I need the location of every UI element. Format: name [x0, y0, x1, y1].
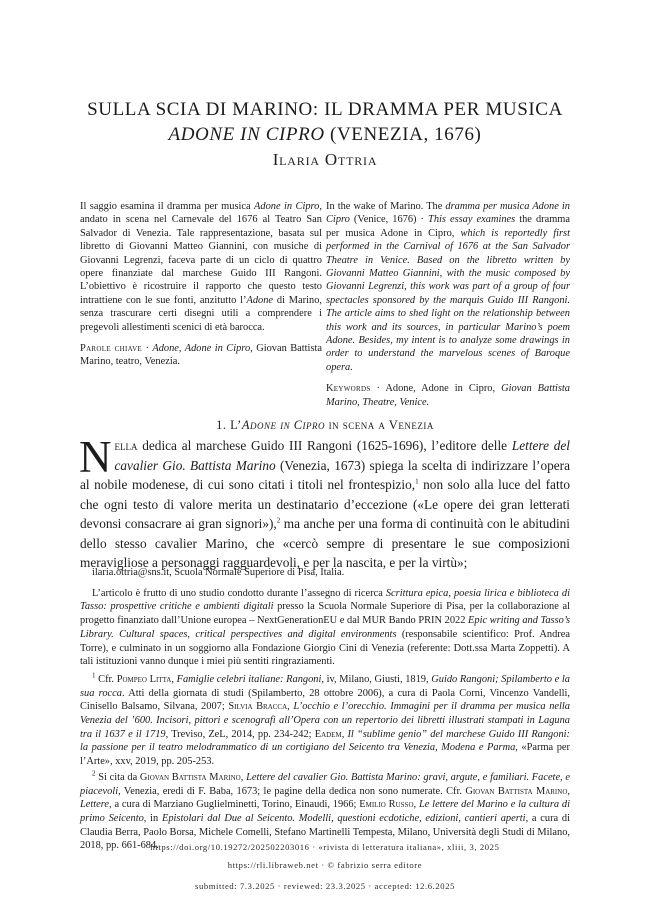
fn2-d: Lettere del cavalier Gio. Battista Marino: gravi, argute, e familiari. Facete, e piacevoli [80, 771, 570, 797]
footer-website-line[interactable]: https://rli.libraweb.net · © fabrizio serra editore [227, 860, 423, 870]
abs-it-t3: , andato in scena nel Carnevale del 1676 al Teatro San Salvador di Venezia. Tale rappresentazione, basata sul libretto di Giovanni Matteo Giannini, con musiche di Giovanni Legrenzi, faceva parte di un ciclo di quattro opere finanziate dal marchese Guido III Rangoni. L’obiettivo è ricostruire il rapporto che questo testo intrattiene con le sue fonti, anzitutto l’ [80, 201, 322, 306]
abs-it-t2: Adone in Cipro [254, 201, 320, 212]
abs-en-t7: which is reportedly first performed in the Carnival of 1676 at the San Salvador Theatre in Venice. Based on the libretto written by Giovanni Matteo Giannini, with the music composed by Giovanni Legrenzi, this work was part of a group of four spectacles sponsored by the marquis Guido III Rangoni. The article aims to shed light on the relationship between this work and its sources, in particular Marino’s poem Adone. Besides, my intent is to analyze some drawings in order to understand the marvelous scenes of Baroque opera. [326, 227, 570, 373]
fn1-num: 1 [92, 671, 96, 680]
abstract-en-text [326, 200, 570, 374]
body-i1: Lettere del cavalier Gio. Battista Marino [114, 438, 570, 473]
fn1-l: Eadem [314, 728, 342, 740]
title-line-2 [40, 122, 610, 147]
body-t4: ma anche per una forma di continuità con le abitudini dello stesso cavalier Marino, che «cercò sempre di presentare le sue composizioni meravigliose a personaggi ragguardevoli, e per la nascita, e per la virtù»; [80, 516, 571, 570]
article-title [40, 97, 610, 147]
kw-it-label: Parole chiave [80, 343, 142, 355]
kw-en-2: Giovan Battista Marino, Theatre, Venice. [326, 383, 570, 408]
section-number: 1. L’ [216, 418, 242, 432]
keywords-it [80, 342, 322, 369]
abstract-it-text [80, 200, 322, 334]
abs-en-t2: dramma per musica [445, 201, 530, 212]
kw-it-2: , Giovan Battista Marino, teatro, Venezia. [80, 343, 322, 368]
fn2-o: , a cura di Claudia Berra, Paolo Borsa, Michele Comelli, Stefano Martinelli Tempesta, Milano, Università degli Studi di Milano, 2018, pp. 661-684. [80, 812, 570, 852]
body-t2: (Venezia, 1673) spiega la scelta di indirizzare l’opera al nobile modenese, di cui sono citati i titoli nel frontespizio, [80, 457, 570, 492]
fn2-k: , [413, 799, 419, 811]
title-italic: ADONE IN CIPRO [168, 124, 325, 145]
body-t1: dedica al marchese Guido III Rangoni (1625-1696), l’editore delle [137, 438, 512, 453]
fn1-j: L’occhio e l’orecchio. Immagini per il dramma per musica nella Venezia del ’600. Incisori, pittori e scenografi all’Opera con un repertorio dei libretti illustrati stampati in Laguna tra il 1637 e il 1719 [80, 701, 570, 740]
fn2-a: Si cita da [95, 771, 140, 783]
section-heading [40, 418, 610, 433]
note-c: presso la Scuola Normale Superiore di Pisa, per la collaborazione al progetto finanziato dall’Unione europea – NextGenerationEU e dal MUR Bando PRIN 2022 [80, 601, 570, 627]
abs-it-t4: Adone [246, 294, 274, 306]
fn2-g: , [567, 785, 570, 797]
body-t3: non solo alla luce del fatto che ogni testo di valore merita un destinatario d’eccezione («Le opere dei gran letterati devonsi consacrare ai gran signori»), [80, 477, 571, 531]
fn1-m: , [341, 728, 348, 740]
note-d: Epic writing and Tasso’s Library. Cultural spaces, critical perspectives and digital environments [80, 615, 570, 640]
author-affiliation: ilaria.ottria@sns.it, Scuola Normale Superiore di Pisa, Italia. [92, 567, 345, 578]
fn2-h: Lettere [80, 799, 110, 811]
fn1-g: . Atti della giornata di studi (Spilamberto, 28 ottobre 2006), a cura di Paola Corni, Vincenzo Vandelli, Cinisello Balsamo, Silvana, 2007; [80, 687, 570, 713]
fn2-num: 2 [92, 769, 96, 778]
abs-en-t4: (Venice, 1676) · [349, 214, 429, 226]
fn1-f: Guido Rangoni; Spilamberto e la sua rocca [80, 673, 571, 699]
fn1-n: Il “sublime genio” del marchese Guido III Rangoni: la passione per il teatro melodrammatico di un cortigiano del Seicento tra Venezia, Modena e Parma [80, 728, 570, 754]
fn1-i: , [287, 701, 294, 713]
footnote-2 [80, 771, 570, 853]
fn1-e: , iv, Milano, Giusti, 1819, [321, 673, 432, 685]
fn2-m: , in [143, 812, 162, 824]
abs-en-t3: Adone in Cipro [326, 201, 571, 226]
footer-dates-line: submitted: 7.3.2025 · reviewed: 23.3.2025 · accepted: 12.6.2025 [195, 881, 455, 891]
abstract-italian [80, 200, 322, 369]
fn2-b: Giovan Battista Marino [139, 771, 241, 783]
fn1-a: Cfr. [95, 673, 117, 685]
footnote-ref-1[interactable]: 1 [415, 477, 419, 486]
footer-doi-line[interactable]: https://doi.org/10.19272/202502203016 · «rivista di letteratura italiana», xliii, 3, 2025 [150, 842, 500, 852]
fn2-c: , [240, 771, 247, 783]
abs-en-t5: This essay examines [428, 214, 516, 226]
kw-en-1: Adone, Adone in Cipro, [385, 383, 502, 395]
abs-en-t1: In the wake of Marino. The [326, 201, 446, 212]
abs-it-t5: di Marino, senza trascurare certi disegni utili a comprendere i pregevoli allestimenti scenici di età barocca. [80, 294, 322, 333]
kw-en-label: Keywords [326, 383, 371, 395]
fn2-j: Emilio Russo [359, 799, 414, 811]
fn2-n: Epistolari dal Due al Seicento. Modelli, questioni ecdotiche, edizioni, cantieri aperti [161, 812, 526, 824]
drop-cap: N [79, 432, 112, 482]
footnote-1 [80, 673, 570, 769]
note-b: Scrittura epica, poesia lirica e biblioteca di Tasso: prospettive critiche e ambienti digitali [80, 587, 570, 613]
footnotes [80, 566, 570, 855]
fn2-f: Giovan Battista Marino [465, 785, 568, 797]
abs-it-t1: Il saggio esamina il dramma per musica [80, 201, 255, 212]
fn1-b: Pompeo Litta [116, 673, 172, 685]
title-rest: (VENEZIA, 1676) [324, 124, 482, 145]
fn1-c: , [171, 673, 177, 685]
section-italic: Adone in Cipro [241, 418, 326, 432]
body-paragraph [79, 432, 571, 573]
fn2-i: , a cura di Marziano Guglielminetti, Torino, Einaudi, 1966; [109, 799, 360, 811]
kw-en-sep: · [370, 383, 386, 395]
fn1-k: , Treviso, ZeL, 2014, pp. 234-242; [165, 728, 315, 740]
keywords-en [326, 382, 570, 409]
footnote-ref-2[interactable]: 2 [276, 516, 281, 525]
body-smallcaps: ella [114, 438, 138, 453]
abs-en-t6: the dramma per musica Adone in Cipro, [326, 214, 570, 239]
kw-it-sep: · [142, 343, 153, 355]
fn1-d: Famiglie celebri italiane: Rangoni [176, 673, 322, 685]
body-text [79, 432, 571, 573]
author-name: Ilaria Ottria [272, 150, 378, 169]
section-rest: in scena a Venezia [325, 418, 434, 432]
fn1-o: , «Parma per l’Arte», xxv, 2019, pp. 205-253. [80, 742, 570, 768]
fn2-l: Le lettere del Marino e la cultura di primo Seicento [80, 799, 570, 824]
acknowledgement-note [80, 587, 570, 669]
note-e: (responsabile scientifico: Prof. Andrea Torre), e culminato in un soggiorno alla Fondazione Giorgio Cini di Venezia (referente: Dott.ssa Marta Zoppetti). A tali istituzioni vanno dunque i miei più sentiti ringraziamenti. [80, 628, 570, 668]
kw-it-1: Adone, Adone in Cipro [152, 343, 251, 355]
abstract-english [326, 200, 570, 409]
note-a: L’articolo è frutto di uno studio condotto durante l’assegno di ricerca [92, 587, 386, 599]
title-line-1: SULLA SCIA DI MARINO: IL DRAMMA PER MUSICA [87, 99, 563, 120]
fn1-h: Silvia Bracca [228, 701, 288, 713]
fn2-e: , Venezia, eredi di F. Baba, 1673; le pagine della dedica non sono numerate. Cfr. [118, 785, 466, 797]
